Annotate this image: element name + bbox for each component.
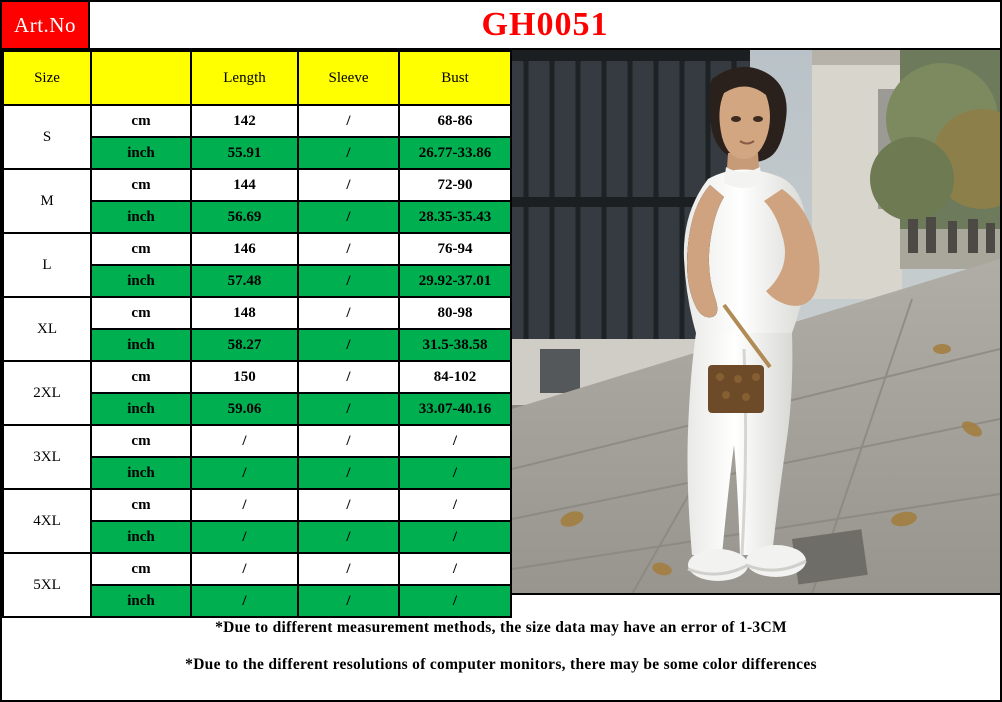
cell-bust: 68-86	[399, 105, 511, 137]
cell-bust: 31.5-38.58	[399, 329, 511, 361]
table-row	[3, 169, 511, 201]
unit-cell: cm	[91, 425, 191, 457]
unit-cell: cm	[91, 489, 191, 521]
cell-bust: 72-90	[399, 169, 511, 201]
cell-bust: 84-102	[399, 361, 511, 393]
header-sleeve: Sleeve	[298, 51, 399, 105]
cell-sleeve: /	[298, 553, 399, 585]
cell-length: 146	[191, 233, 298, 265]
size-table	[2, 50, 512, 618]
table-row	[3, 297, 511, 329]
cell-sleeve: /	[298, 169, 399, 201]
cell-sleeve: /	[298, 521, 399, 553]
table-row	[3, 361, 511, 393]
cell-length: /	[191, 521, 298, 553]
cell-sleeve: /	[298, 297, 399, 329]
unit-cell: cm	[91, 297, 191, 329]
cell-length: /	[191, 553, 298, 585]
product-photo-illustration	[512, 50, 1000, 593]
cell-length: 150	[191, 361, 298, 393]
size-label-xl: XL	[3, 297, 91, 361]
cell-length: 56.69	[191, 201, 298, 233]
art-no-label: Art.No	[2, 2, 90, 48]
cell-bust: /	[399, 553, 511, 585]
cell-sleeve: /	[298, 489, 399, 521]
cell-sleeve: /	[298, 137, 399, 169]
cell-bust: /	[399, 489, 511, 521]
cell-length: 57.48	[191, 265, 298, 297]
cell-length: /	[191, 457, 298, 489]
header-bust: Bust	[399, 51, 511, 105]
cell-sleeve: /	[298, 425, 399, 457]
cell-length: 148	[191, 297, 298, 329]
header-row	[2, 2, 1000, 50]
cell-sleeve: /	[298, 329, 399, 361]
size-label-l: L	[3, 233, 91, 297]
cell-length: 55.91	[191, 137, 298, 169]
unit-cell: inch	[91, 393, 191, 425]
cell-sleeve: /	[298, 201, 399, 233]
unit-cell: inch	[91, 521, 191, 553]
unit-cell: inch	[91, 329, 191, 361]
unit-cell: cm	[91, 553, 191, 585]
header-length: Length	[191, 51, 298, 105]
cell-sleeve: /	[298, 457, 399, 489]
size-label-m: M	[3, 169, 91, 233]
product-photo	[512, 50, 1000, 595]
cell-bust: 33.07-40.16	[399, 393, 511, 425]
cell-bust: 28.35-35.43	[399, 201, 511, 233]
cell-sleeve: /	[298, 585, 399, 617]
cell-bust: 80-98	[399, 297, 511, 329]
cell-bust: 76-94	[399, 233, 511, 265]
unit-cell: inch	[91, 137, 191, 169]
table-row	[3, 489, 511, 521]
unit-cell: cm	[91, 361, 191, 393]
unit-cell: inch	[91, 265, 191, 297]
main-content	[2, 50, 1000, 609]
cell-sleeve: /	[298, 393, 399, 425]
cell-length: /	[191, 489, 298, 521]
cell-bust: /	[399, 585, 511, 617]
size-table-wrapper	[2, 50, 512, 609]
size-label-s: S	[3, 105, 91, 169]
cell-bust: /	[399, 457, 511, 489]
table-header-row	[3, 51, 511, 105]
unit-cell: inch	[91, 201, 191, 233]
cell-length: 142	[191, 105, 298, 137]
unit-cell: cm	[91, 169, 191, 201]
cell-length: /	[191, 425, 298, 457]
cell-length: /	[191, 585, 298, 617]
cell-sleeve: /	[298, 361, 399, 393]
unit-cell: inch	[91, 585, 191, 617]
size-label-3xl: 3XL	[3, 425, 91, 489]
cell-bust: /	[399, 425, 511, 457]
header-unit-blank	[91, 51, 191, 105]
cell-sleeve: /	[298, 265, 399, 297]
art-no-value: GH0051	[90, 2, 1000, 48]
table-row	[3, 425, 511, 457]
note-measurement: *Due to different measurement methods, the size data may have an error of 1-3CM	[215, 618, 787, 636]
cell-bust: 26.77-33.86	[399, 137, 511, 169]
cell-length: 144	[191, 169, 298, 201]
unit-cell: cm	[91, 105, 191, 137]
cell-bust: 29.92-37.01	[399, 265, 511, 297]
cell-length: 58.27	[191, 329, 298, 361]
cell-sleeve: /	[298, 233, 399, 265]
cell-sleeve: /	[298, 105, 399, 137]
table-row	[3, 233, 511, 265]
header-size: Size	[3, 51, 91, 105]
table-row	[3, 553, 511, 585]
unit-cell: inch	[91, 457, 191, 489]
size-label-5xl: 5XL	[3, 553, 91, 617]
note-color: *Due to the different resolutions of computer monitors, there may be some color differences	[185, 656, 817, 674]
table-row	[3, 105, 511, 137]
size-label-2xl: 2XL	[3, 361, 91, 425]
cell-bust: /	[399, 521, 511, 553]
size-label-4xl: 4XL	[3, 489, 91, 553]
cell-length: 59.06	[191, 393, 298, 425]
unit-cell: cm	[91, 233, 191, 265]
